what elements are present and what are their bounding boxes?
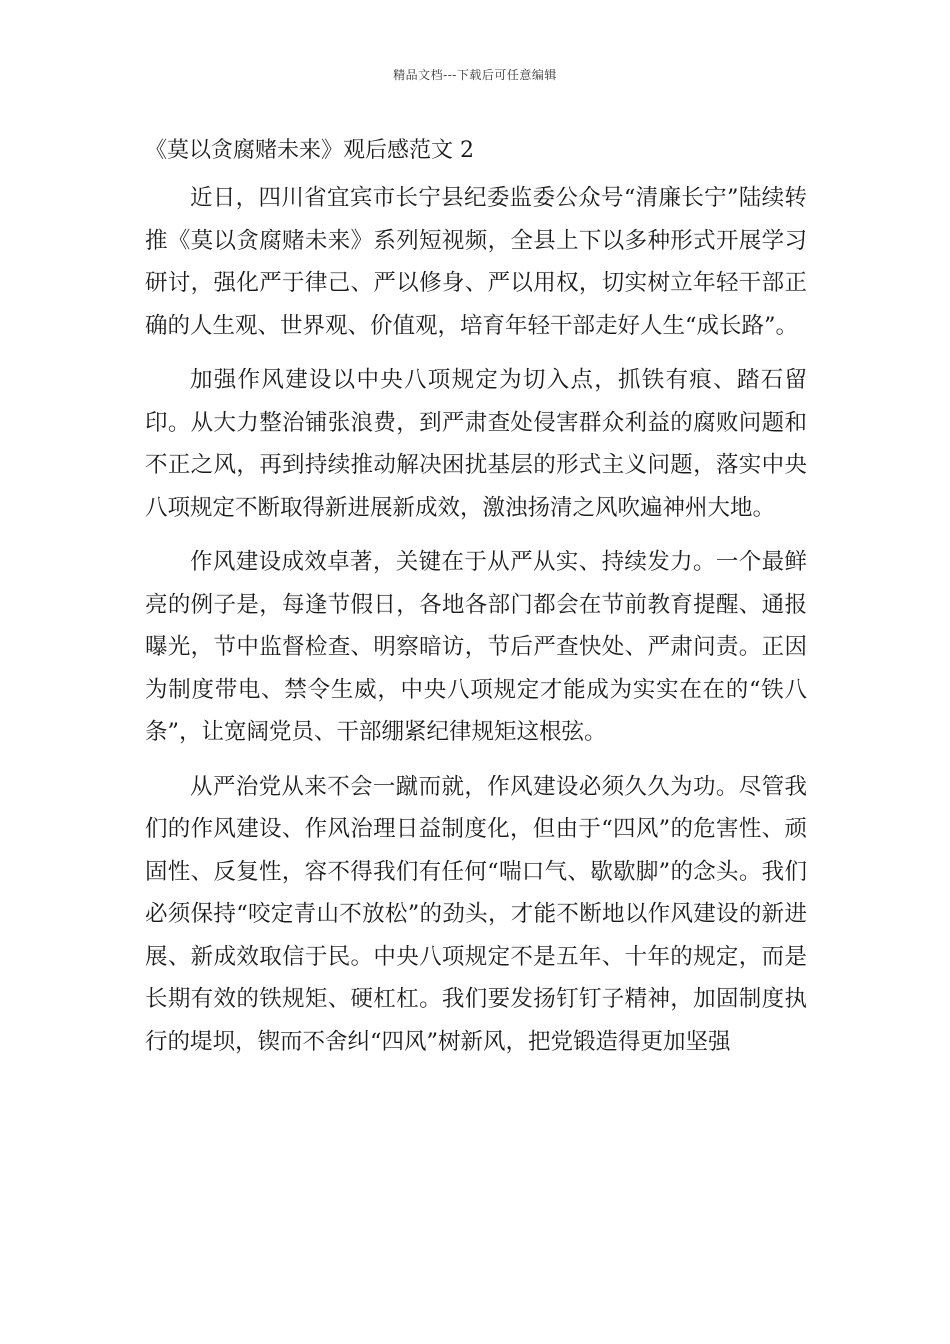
document-title: 《莫以贪腐赌未来》观后感范文 2: [145, 138, 474, 163]
paragraph-1: 近日，四川省宜宾市长宁县纪委监委公众号“清廉长宁”陆续转推《莫以贪腐赌未来》系列短视频，全县上下以多种形式开展学习研讨，强化严于律己、严以修身、严以用权，切实树立年轻干部正确的人生观、世界观、价值观，培育年轻干部走好人生“成长路”。: [145, 185, 807, 339]
header-note: 精品文档---下载后可任意编辑: [393, 68, 557, 82]
paragraph-3: 作风建设成效卓著，关键在于从严从实、持续发力。一个最鲜亮的例子是，每逢节假日，各地各部门都会在节前教育提醒、通报曝光，节中监督检查、明察暗访，节后严查快处、严肃问责。正因为制度带电、禁令生威，中央八项规定才能成为实实在在的“铁八条”，让宽阔党员、干部绷紧纪律规矩这根弦。: [145, 549, 807, 745]
document-body: [145, 134, 807, 1063]
paragraph-2: 加强作风建设以中央八项规定为切入点，抓铁有痕、踏石留印。从大力整治铺张浪费，到严肃查处侵害群众利益的腐败问题和不正之风，再到持续推动解决困扰基层的形式主义问题，落实中央八项规定不断取得新进展新成效，激浊扬清之风吹遍神州大地。: [145, 367, 807, 521]
paragraph-4: 从严治党从来不会一蹴而就，作风建设必须久久为功。尽管我们的作风建设、作风治理日益制度化，但由于“四风”的危害性、顽固性、反复性，容不得我们有任何“喘口气、歇歇脚”的念头。我们必须保持“咬定青山不放松”的劲头，才能不断地以作风建设的新进展、新成效取信于民。中央八项规定不是五年、十年的规定，而是长期有效的铁规矩、硬杠杠。我们要发扬钉钉子精神，加固制度执行的堤坝，锲而不舍纠“四风”树新风，把党锻造得更加坚强: [145, 773, 807, 1055]
